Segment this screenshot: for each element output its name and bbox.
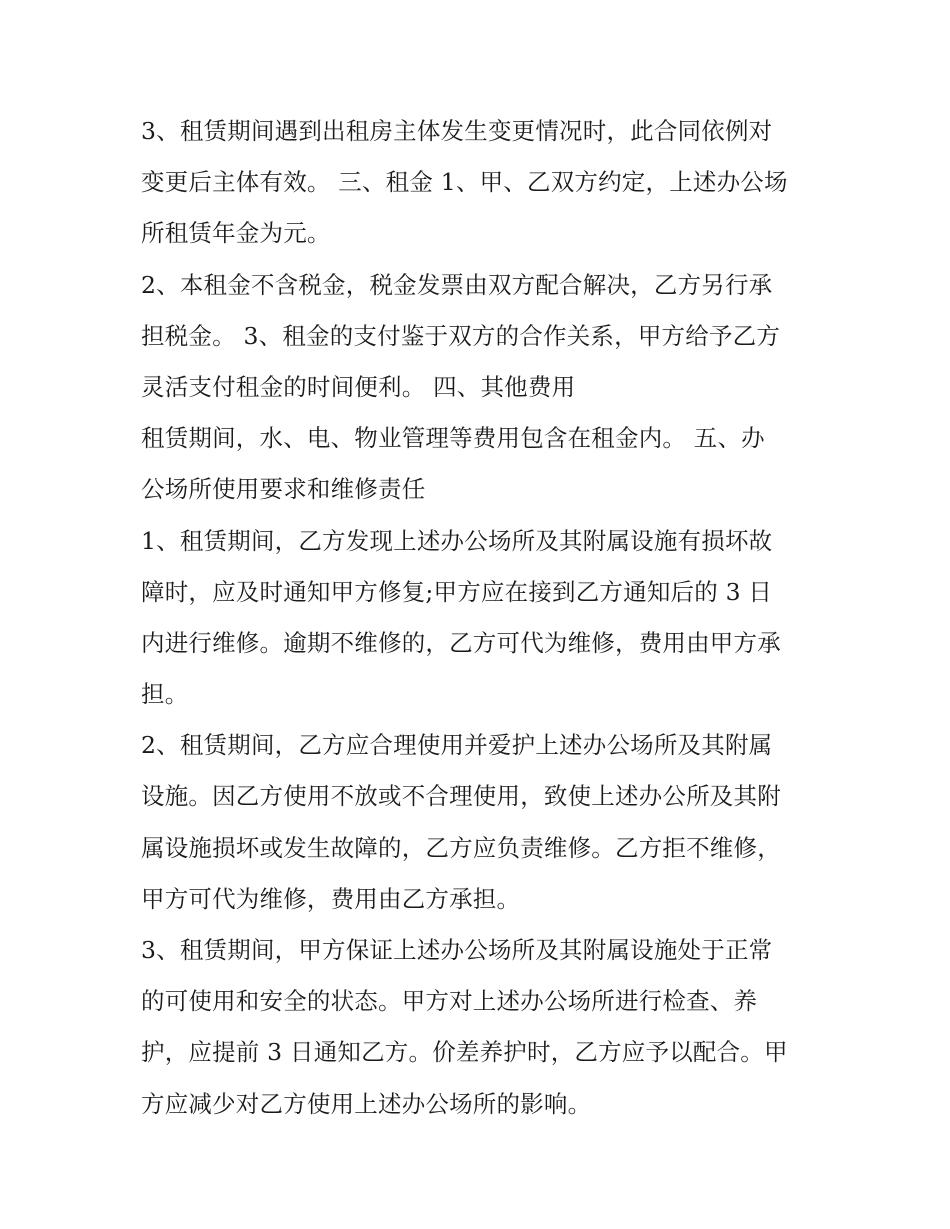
text-line: 灵活支付租金的时间便利。 四、其他费用 xyxy=(141,372,576,401)
text-line: 内进行维修。逾期不维修的，乙方可代为维修，费用由甲方承 xyxy=(141,628,781,657)
text-line: 护，应提前 3 日通知乙方。价差养护时，乙方应予以配合。甲 xyxy=(141,1038,788,1067)
text-line: 租赁期间，水、电、物业管理等费用包含在租金内。 五、办 xyxy=(141,424,765,453)
text-line: 3、租赁期间遇到出租房主体发生变更情况时，此合同依例对 xyxy=(141,117,773,145)
text-line: 2、租赁期间，乙方应合理使用并爱护上述办公场所及其附属 xyxy=(141,731,773,760)
text-line: 担。 xyxy=(141,680,189,709)
text-line: 1、租赁期间，乙方发现上述办公场所及其附属设施有损坏故 xyxy=(141,526,773,555)
text-line: 属设施损坏或发生故障的，乙方应负责维修。乙方拒不维修， xyxy=(141,833,781,862)
text-line: 变更后主体有效。 三、租金 1、甲、乙双方约定，上述办公场 xyxy=(141,168,788,197)
text-line: 方应减少对乙方使用上述办公场所的影响。 xyxy=(141,1089,592,1118)
text-line: 担税金。 3、租金的支付鉴于双方的合作关系，甲方给予乙方 xyxy=(141,321,781,350)
text-line: 2、本租金不含税金，税金发票由双方配合解决，乙方另行承 xyxy=(141,270,773,299)
text-line: 3、租赁期间，甲方保证上述办公场所及其附属设施处于正常 xyxy=(141,936,773,964)
text-line: 甲方可代为维修，费用由乙方承担。 xyxy=(141,884,521,913)
text-line: 的可使用和安全的状态。甲方对上述办公场所进行检查、养 xyxy=(141,987,758,1016)
document-body xyxy=(141,106,831,1130)
text-line: 设施。因乙方使用不放或不合理使用，致使上述办公所及其附 xyxy=(141,782,781,811)
text-line: 公场所使用要求和维修责任 xyxy=(141,475,426,504)
text-line: 障时，应及时通知甲方修复;甲方应在接到乙方通知后的 3 日 xyxy=(141,577,773,606)
text-line: 所租赁年金为元。 xyxy=(141,219,331,248)
